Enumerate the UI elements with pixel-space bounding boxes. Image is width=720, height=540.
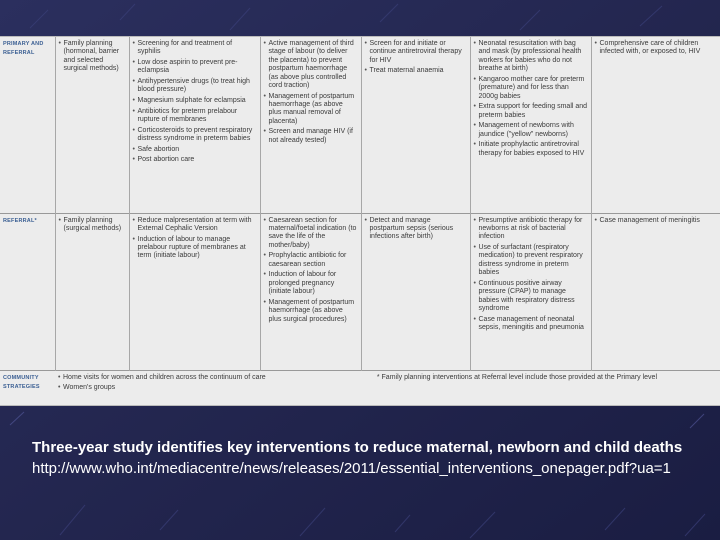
list-item: • Use of surfactant (respiratory medication) to prevent respiratory distress syndrome in preterm babies — [474, 244, 588, 278]
list-item: • Family planning (hormonal, barrier and selected surgical methods) — [59, 40, 126, 74]
list-item: • Screen and manage HIV (if not already tested) — [264, 128, 358, 145]
table-row-primary — [0, 37, 720, 213]
table-cell — [260, 213, 361, 370]
list-item: • Corticosteroids to prevent respiratory distress syndrome in preterm babies — [133, 127, 257, 144]
table-cell — [129, 37, 260, 213]
list-item: • Presumptive antibiotic therapy for newborns at risk of bacterial infection — [474, 217, 588, 242]
list-item: • Neonatal resuscitation with bag and mask (by professional health workers for babies who do not breathe at birth) — [474, 40, 588, 74]
row-label-line: STRATEGIES — [3, 383, 40, 390]
interventions-table-panel — [0, 36, 720, 406]
table-cell — [361, 37, 470, 213]
table-cell — [55, 213, 129, 370]
list-item: • Low dose aspirin to prevent pre-eclampsia — [133, 59, 257, 76]
interventions-table — [0, 37, 720, 404]
list-item: • Reduce malpresentation at term with External Cephalic Version — [133, 217, 257, 234]
list-item: • Magnesium sulphate for eclampsia — [133, 97, 257, 105]
list-item: • Continuous positive airway pressure (CPAP) to manage babies with respiratory distress syndrome — [474, 280, 588, 314]
table-cell — [260, 37, 361, 213]
list-item: • Induction of labour for prolonged pregnancy (initiate labour) — [264, 271, 358, 296]
list-item: • Treat maternal anaemia — [365, 67, 467, 75]
table-cell — [591, 37, 720, 213]
table-cell — [361, 213, 470, 370]
list-item: • Screening for and treatment of syphilis — [133, 40, 257, 57]
list-item: • Post abortion care — [133, 156, 257, 164]
row-label-line: COMMUNITY — [3, 374, 39, 381]
table-cell — [129, 213, 260, 370]
list-item: • Comprehensive care of children infected with, or exposed to, HIV — [595, 40, 718, 57]
slide-caption — [32, 437, 702, 479]
list-item: • Extra support for feeding small and preterm babies — [474, 103, 588, 120]
list-item: • Case management of meningitis — [595, 217, 718, 225]
table-cell — [470, 37, 591, 213]
list-item: • Case management of neonatal sepsis, meningitis and pneumonia — [474, 316, 588, 333]
table-cell — [591, 213, 720, 370]
caption-source-url[interactable]: http://www.who.int/mediacentre/news/releases/2011/essential_interventions_onepager.pdf?ua=1 — [32, 460, 671, 477]
row-label-line: REFERRAL — [3, 50, 35, 56]
row-label-community — [0, 370, 55, 404]
row-label-line: REFERRAL* — [3, 217, 37, 224]
list-item: • Women's groups — [58, 384, 717, 392]
list-item: • Management of newborns with jaundice ("yellow" newborns) — [474, 122, 588, 139]
list-item: • Kangaroo mother care for preterm (premature) and for less than 2000g babies — [474, 76, 588, 101]
row-label-primary — [0, 37, 55, 213]
table-cell — [470, 213, 591, 370]
footnote: * Family planning interventions at Referral level include those provided at the Primary level — [376, 373, 657, 381]
list-item: • Antibiotics for preterm prelabour rupture of membranes — [133, 108, 257, 125]
list-item: • Detect and manage postpartum sepsis (serious infections after birth) — [365, 217, 467, 242]
table-cell — [55, 37, 129, 213]
caption-title: Three-year study identifies key interventions to reduce maternal, newborn and child deaths — [32, 439, 683, 456]
table-row-referral — [0, 213, 720, 370]
list-item: • Prophylactic antibiotic for caesarean section — [264, 252, 358, 269]
list-item: • Family planning (surgical methods) — [59, 217, 126, 234]
list-item: • Antihypertensive drugs (to treat high blood pressure) — [133, 78, 257, 95]
row-label-referral — [0, 213, 55, 370]
list-item: • Screen for and initiate or continue antiretroviral therapy for HIV — [365, 40, 467, 65]
list-item: • Management of postpartum haemorrhage (as above plus surgical procedures) — [264, 299, 358, 324]
list-item: • Caesarean section for maternal/foetal indication (to save the life of the mother/baby) — [264, 217, 358, 251]
table-row-community — [0, 370, 720, 404]
list-item: • Management of postpartum haemorrhage (as above plus manual removal of placenta) — [264, 93, 358, 127]
community-first-line — [58, 374, 717, 385]
list-item: • Active management of third stage of labour (to deliver the placenta) to prevent postpartum haemorrhage (as above plus controlled cord traction) — [264, 40, 358, 90]
list-item: • Initiate prophylactic antiretroviral therapy for babies exposed to HIV — [474, 141, 588, 158]
list-item: • Induction of labour to manage prelabour rupture of membranes at term (initiate labour) — [133, 236, 257, 261]
row-label-line: PRIMARY AND — [3, 41, 44, 47]
table-cell-community — [55, 370, 720, 404]
list-item: • Home visits for women and children across the continuum of care — [58, 374, 266, 382]
list-item: • Safe abortion — [133, 146, 257, 154]
